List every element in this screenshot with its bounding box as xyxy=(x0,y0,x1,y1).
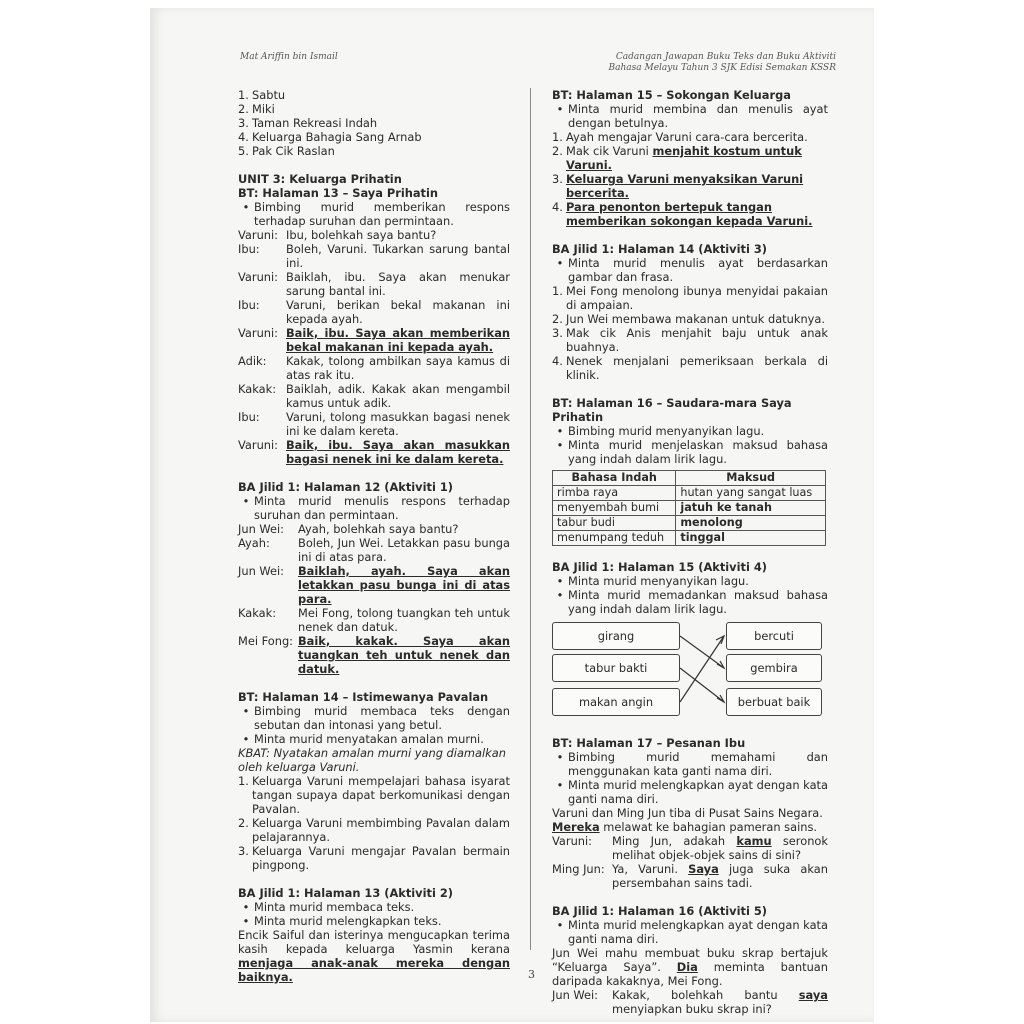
table-header-row xyxy=(553,471,826,486)
dialogue-line: Ibu: Varuni, tolong masukkan bagasi nenek ini ke dalam kereta. xyxy=(238,410,510,438)
header-title-line2: Bahasa Melayu Tahun 3 SJK Edisi Semakan KSSR xyxy=(608,63,836,73)
bullet-item: • Minta murid menulis ayat berdasarkan gambar dan frasa. xyxy=(556,256,828,284)
dialogue-line: Kakak: Baiklah, adik. Kakak akan mengambil kamus untuk adik. xyxy=(238,382,510,410)
unit-title: UNIT 3: Keluarga Prihatin xyxy=(238,172,402,186)
answer-paragraph: Encik Saiful dan isterinya mengucapkan terima kasih kepada keluarga Yasmin kerana menjaga anak-anak mereka dengan baiknya. xyxy=(238,928,510,984)
answer-list-item: 3. Keluarga Varuni mengajar Pavalan bermain pingpong. xyxy=(238,844,510,872)
intro-list-item: 1. Sabtu xyxy=(238,88,286,102)
bullet-item: • Bimbing murid menyanyikan lagu. xyxy=(556,424,765,438)
match-box-right: bercuti xyxy=(726,622,822,650)
section-title: BA Jilid 1: Halaman 14 (Aktiviti 3) xyxy=(552,242,767,256)
dialogue-line: Ibu: Boleh, Varuni. Tukarkan sarung bantal ini. xyxy=(238,242,510,270)
dialogue-line: Ibu: Varuni, berikan bekal makanan ini kepada ayah. xyxy=(238,298,510,326)
table-row xyxy=(553,501,826,516)
header-author: Mat Ariffin bin Ismail xyxy=(240,52,338,62)
header-title-line1: Cadangan Jawapan Buku Teks dan Buku Aktiviti xyxy=(615,52,836,62)
answer-list-item: 2. Jun Wei membawa makanan untuk datuknya. xyxy=(552,312,826,326)
dialogue-line: Varuni: Baik, ibu. Saya akan memberikan bekal makanan ini kepada ayah. xyxy=(238,326,510,354)
section-title: BA Jilid 1: Halaman 13 (Aktiviti 2) xyxy=(238,886,453,900)
table-header: Maksud xyxy=(676,471,826,486)
table-row xyxy=(553,486,826,501)
answer-list-item: 4. Nenek menjalani pemeriksaan berkala di klinik. xyxy=(552,354,828,382)
table-cell: tabur budi xyxy=(553,516,676,531)
section-title: BT: Halaman 16 – Saudara-mara Saya Prihatin xyxy=(552,396,792,424)
match-line xyxy=(680,668,724,702)
match-box-left: tabur bakti xyxy=(552,654,680,682)
section-title: BT: Halaman 17 – Pesanan Ibu xyxy=(552,736,746,750)
answer-list-item: 2. Mak cik Varuni menjahit kostum untuk Varuni. xyxy=(552,144,802,172)
bullet-item: • Minta murid menyanyikan lagu. xyxy=(556,574,749,588)
intro-list-item: 3. Taman Rekreasi Indah xyxy=(238,116,378,130)
match-box-right: gembira xyxy=(726,654,822,682)
intro-list-item: 4. Keluarga Bahagia Sang Arnab xyxy=(238,130,422,144)
dialogue-line: Jun Wei: Kakak, bolehkah bantu saya menyiapkan buku skrap ini? xyxy=(552,988,828,1016)
match-box-right: berbuat baik xyxy=(726,688,822,716)
section-title: BA Jilid 1: Halaman 15 (Aktiviti 4) xyxy=(552,560,767,574)
match-line xyxy=(680,636,724,702)
answer-list-item: 3. Mak cik Anis menjahit baju untuk anak buahnya. xyxy=(552,326,828,354)
page-number: 3 xyxy=(528,968,535,981)
arrow-head-icon xyxy=(717,695,724,702)
table-cell: menyembah bumi xyxy=(553,501,676,516)
table-cell: menolong xyxy=(676,516,826,531)
left-column xyxy=(238,88,510,984)
table-header: Bahasa Indah xyxy=(553,471,676,486)
table-cell: rimba raya xyxy=(553,486,676,501)
bullet-item: • Minta murid memadankan maksud bahasa yang indah dalam lirik lagu. xyxy=(556,588,828,616)
bullet-item: • Minta murid menulis respons terhadap suruhan dan permintaan. xyxy=(242,494,510,522)
dialogue-line: Jun Wei: Ayah, bolehkah saya bantu? xyxy=(238,522,459,536)
section-title: BT: Halaman 15 – Sokongan Keluarga xyxy=(552,88,791,102)
table-row xyxy=(553,531,826,546)
bullet-item: • Minta murid membina dan menulis ayat dengan betulnya. xyxy=(556,102,828,130)
dialogue-line: Varuni: Ibu, bolehkah saya bantu? xyxy=(238,228,437,242)
dialogue-line: Varuni: Baiklah, ibu. Saya akan menukar sarung bantal ini. xyxy=(238,270,510,298)
table-cell: hutan yang sangat luas xyxy=(676,486,826,501)
bahasa-indah-table xyxy=(552,470,826,546)
answer-paragraph: Jun Wei mahu membuat buku skrap bertajuk “Keluarga Saya”. Dia meminta bantuan daripada kakaknya, Mei Fong. xyxy=(552,946,828,988)
bullet-item: • Minta murid menyatakan amalan murni. xyxy=(242,732,484,746)
bullet-item: • Bimbing murid membaca teks dengan sebutan dan intonasi yang betul. xyxy=(242,704,510,732)
table-row xyxy=(553,516,826,531)
dialogue-line: Ayah: Boleh, Jun Wei. Letakkan pasu bunga ini di atas para. xyxy=(238,536,510,564)
dialogue-line: Jun Wei: Baiklah, ayah. Saya akan letakkan pasu bunga ini di atas para. xyxy=(238,564,510,606)
answer-list-item: 3. Keluarga Varuni menyaksikan Varuni bercerita. xyxy=(552,172,804,200)
kbat-question: KBAT: Nyatakan amalan murni yang diamalkan oleh keluarga Varuni. xyxy=(238,746,506,774)
column-divider xyxy=(530,88,531,950)
section-title: BA Jilid 1: Halaman 12 (Aktiviti 1) xyxy=(238,480,453,494)
section-title: BA Jilid 1: Halaman 16 (Aktiviti 5) xyxy=(552,904,767,918)
answer-list-item: 1. Ayah mengajar Varuni cara-cara bercerita. xyxy=(552,130,808,144)
match-box-left: makan angin xyxy=(552,688,680,716)
bullet-item: • Minta murid melengkapkan teks. xyxy=(242,914,442,928)
table-cell: jatuh ke tanah xyxy=(676,501,826,516)
answer-list-item: 1. Keluarga Varuni mempelajari bahasa isyarat tangan supaya dapat berkomunikasi dengan Pavalan. xyxy=(238,774,510,816)
match-box-left: girang xyxy=(552,622,680,650)
dialogue-line: Varuni: Ming Jun, adakah kamu seronok melihat objek-objek sains di sini? xyxy=(552,834,828,862)
dialogue-line: Varuni: Baik, ibu. Saya akan masukkan bagasi nenek ini ke dalam kereta. xyxy=(238,438,510,466)
intro-list-item: 2. Miki xyxy=(238,102,275,116)
right-column xyxy=(552,88,828,1016)
dialogue-line: Ming Jun: Ya, Varuni. Saya juga suka akan persembahan sains tadi. xyxy=(552,862,828,890)
bullet-item: • Minta murid menjelaskan maksud bahasa yang indah dalam lirik lagu. xyxy=(556,438,828,466)
bullet-item: • Bimbing murid memahami dan menggunakan kata ganti nama diri. xyxy=(556,750,828,778)
arrow-head-icon xyxy=(717,661,724,668)
bullet-item: • Minta murid melengkapkan ayat dengan kata ganti nama diri. xyxy=(556,778,828,806)
dialogue-line: Kakak: Mei Fong, tolong tuangkan teh untuk nenek dan datuk. xyxy=(238,606,510,634)
header-title xyxy=(609,52,837,74)
dialogue-line: Mei Fong: Baik, kakak. Saya akan tuangkan teh untuk nenek dan datuk. xyxy=(238,634,510,676)
intro-list-item: 5. Pak Cik Raslan xyxy=(238,144,335,158)
answer-paragraph: Mereka melawat ke bahagian pameran sains. xyxy=(552,820,818,834)
table-cell: menumpang teduh xyxy=(553,531,676,546)
match-line xyxy=(680,636,724,668)
answer-list-item: 2. Keluarga Varuni membimbing Pavalan dalam pelajarannya. xyxy=(238,816,510,844)
section-title: BT: Halaman 13 – Saya Prihatin xyxy=(238,186,439,200)
answer-paragraph: Varuni dan Ming Jun tiba di Pusat Sains Negara. xyxy=(552,806,823,820)
answer-list-item: 1. Mei Fong menolong ibunya menyidai pakaian di ampaian. xyxy=(552,284,828,312)
bullet-item: • Minta murid melengkapkan ayat dengan kata ganti nama diri. xyxy=(556,918,828,946)
bullet-item: • Minta murid membaca teks. xyxy=(242,900,415,914)
matching-exercise xyxy=(552,622,828,722)
bullet-item: • Bimbing murid memberikan respons terhadap suruhan dan permintaan. xyxy=(242,200,510,228)
table-cell: tinggal xyxy=(676,531,826,546)
dialogue-line: Adik: Kakak, tolong ambilkan saya kamus di atas rak itu. xyxy=(238,354,510,382)
section-title: BT: Halaman 14 – Istimewanya Pavalan xyxy=(238,690,489,704)
answer-list-item: 4. Para penonton bertepuk tangan memberikan sokongan kepada Varuni. xyxy=(552,200,813,228)
